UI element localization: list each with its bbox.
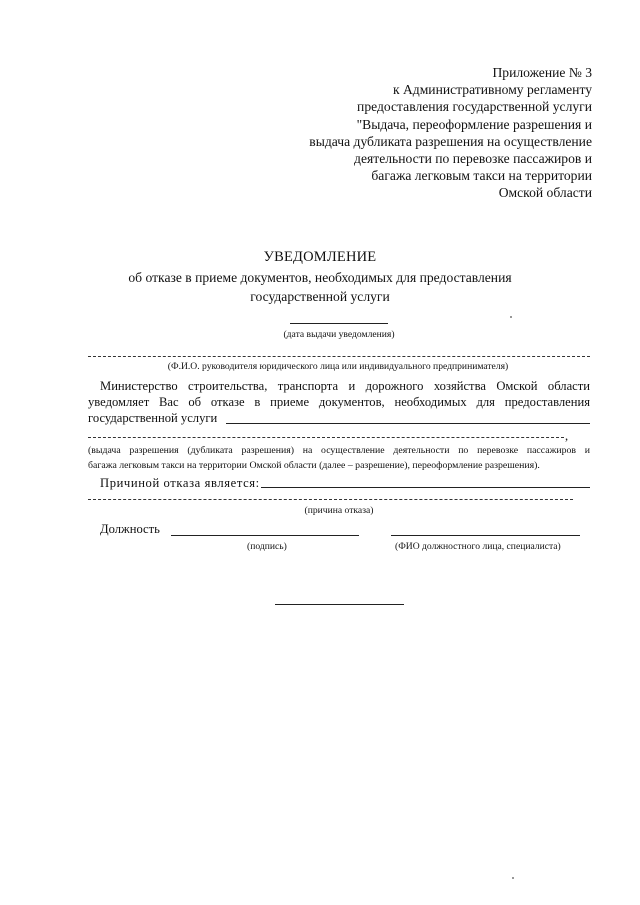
appendix-line: "Выдача, переоформление разрешения и [356,116,592,132]
official-name-caption: (ФИО должностного лица, специалиста) [395,541,561,552]
signature-caption: (подпись) [247,541,287,552]
body-paragraph-line: Министерство строительства, транспорта и дорожного хозяйства Омской области [100,379,590,393]
notice-subtitle-line: об отказе в приеме документов, необходимых для предоставления [128,270,512,285]
service-continuation-line[interactable] [88,437,564,438]
appendix-line: багажа легковым такси на территории [371,168,592,184]
issue-date-caption: (дата выдачи уведомления) [283,329,395,340]
issue-date-line[interactable] [290,323,388,324]
service-name-line[interactable] [226,423,590,424]
recipient-line[interactable] [88,356,590,357]
recipient-caption: (Ф.И.О. руководителя юридического лица или индивидуального предпринимателя) [167,361,509,372]
reason-label: Причиной отказа является: [100,476,260,490]
permit-description-line: (выдача разрешения (дубликата разрешения) на осуществление деятельности по перевозке пассажиров и [88,445,590,456]
notice-title: УВЕДОМЛЕНИЕ [263,249,377,265]
scan-speck [512,877,514,879]
reason-continuation-line[interactable] [88,499,573,500]
appendix-line: деятельности по перевозке пассажиров и [354,151,592,167]
appendix-number: Приложение № 3 [492,65,592,80]
closing-separator [275,604,404,605]
notice-title-block [0,248,640,306]
appendix-line: Омской области [498,185,592,201]
signature-line[interactable] [171,535,359,536]
appendix-line: предоставления государственной услуги [357,99,592,115]
body-paragraph-line: государственной услуги [88,411,218,425]
permit-description-line: багажа легковым такси на территории Омской области (далее – разрешение), переоформление разрешения). [88,460,540,471]
notice-subtitle-line: государственной услуги [250,289,390,304]
reason-input-line[interactable] [261,487,590,488]
body-paragraph-line: уведомляет Вас об отказе в приеме документов, необходимых для предоставления [88,395,590,409]
appendix-line: к Административному регламенту [392,82,592,98]
appendix-line: выдача дубликата разрешения на осуществление [309,133,592,149]
trailing-comma: , [565,429,569,443]
official-name-line[interactable] [391,535,580,536]
appendix-header [309,64,592,202]
scan-speck [510,316,512,318]
position-label: Должность [100,522,160,536]
reason-caption: (причина отказа) [304,505,374,516]
